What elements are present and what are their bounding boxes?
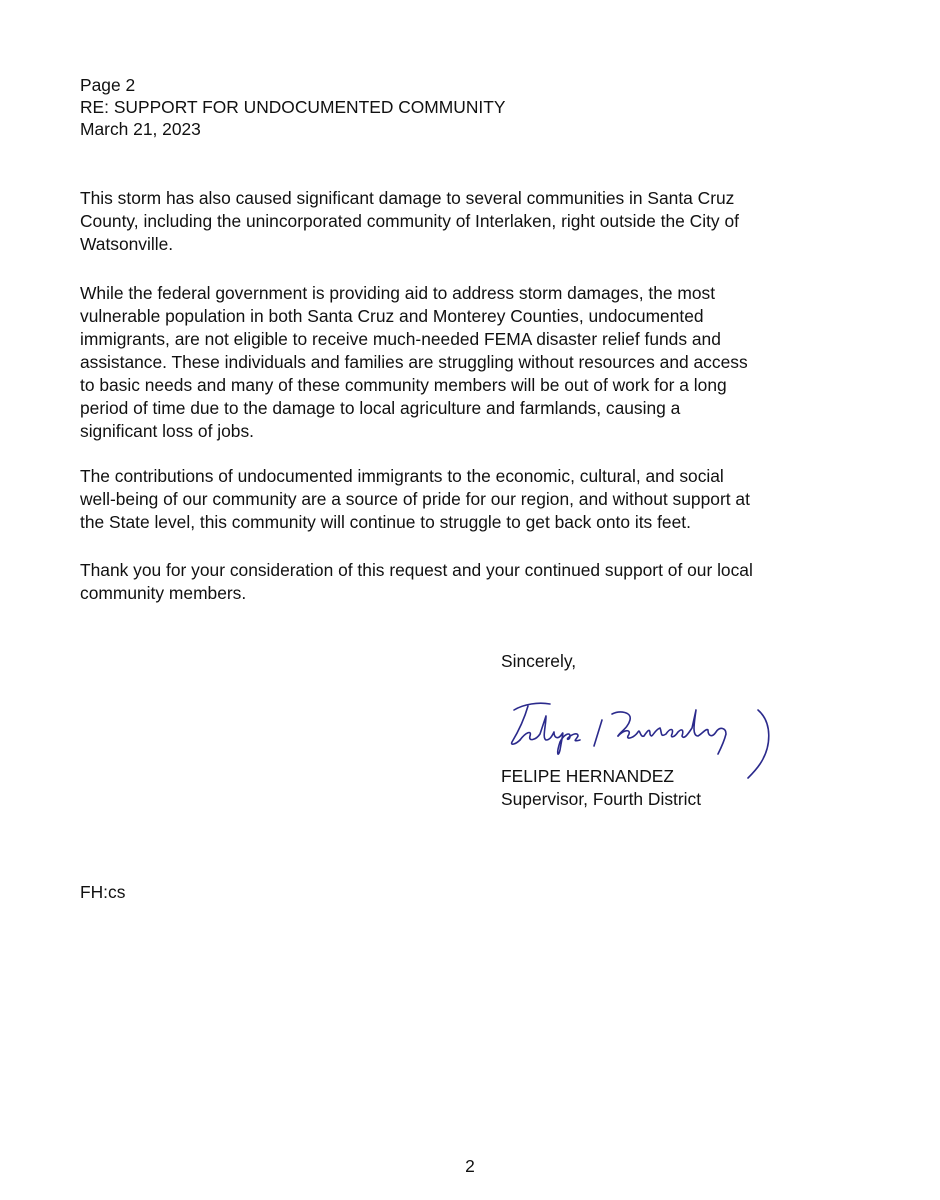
page-number: 2 bbox=[465, 1156, 475, 1176]
signer-name: FELIPE HERNANDEZ bbox=[501, 766, 674, 786]
signer-title: Supervisor, Fourth District bbox=[501, 789, 702, 809]
text-line: period of time due to the damage to local agriculture and farmlands, causing a bbox=[80, 398, 681, 418]
paragraph-contributions bbox=[80, 465, 880, 534]
text-line: significant loss of jobs. bbox=[80, 421, 254, 441]
text-line: This storm has also caused significant damage to several communities in Santa Cruz bbox=[80, 188, 735, 208]
text-line: to basic needs and many of these community members will be out of work for a long bbox=[80, 375, 727, 395]
text-line: vulnerable population in both Santa Cruz and Monterey Counties, undocumented bbox=[80, 306, 704, 326]
text-line: Watsonville. bbox=[80, 234, 174, 254]
text-line: While the federal government is providing aid to address storm damages, the most bbox=[80, 283, 716, 303]
paragraph-storm-damage bbox=[80, 187, 880, 256]
signature-stroke bbox=[594, 720, 602, 746]
text-line: County, including the unincorporated community of Interlaken, right outside the City of bbox=[80, 211, 739, 231]
letter-date: March 21, 2023 bbox=[80, 119, 201, 139]
text-line: the State level, this community will continue to struggle to get back onto its feet. bbox=[80, 512, 691, 532]
closing-salutation: Sincerely, bbox=[501, 651, 577, 671]
signature-stroke bbox=[748, 710, 769, 778]
text-line: The contributions of undocumented immigrants to the economic, cultural, and social bbox=[80, 466, 724, 486]
typist-initials: FH:cs bbox=[80, 882, 126, 902]
paragraph-thank-you bbox=[80, 559, 880, 605]
text-line: community members. bbox=[80, 583, 247, 603]
subject-line: RE: SUPPORT FOR UNDOCUMENTED COMMUNITY bbox=[80, 97, 506, 117]
paragraph-federal-aid bbox=[80, 282, 880, 443]
text-line: Thank you for your consideration of this request and your continued support of our local bbox=[80, 560, 753, 580]
text-line: assistance. These individuals and families are struggling without resources and access bbox=[80, 352, 748, 372]
signature-stroke bbox=[520, 716, 580, 754]
page-label: Page 2 bbox=[80, 75, 136, 95]
text-line: well-being of our community are a source of pride for our region, and without support at bbox=[80, 489, 750, 509]
text-line: immigrants, are not eligible to receive much-needed FEMA disaster relief funds and bbox=[80, 329, 721, 349]
signature-stroke bbox=[512, 706, 528, 744]
letter-header bbox=[80, 74, 505, 140]
signature-stroke bbox=[618, 710, 726, 754]
signature-stroke bbox=[514, 703, 550, 710]
